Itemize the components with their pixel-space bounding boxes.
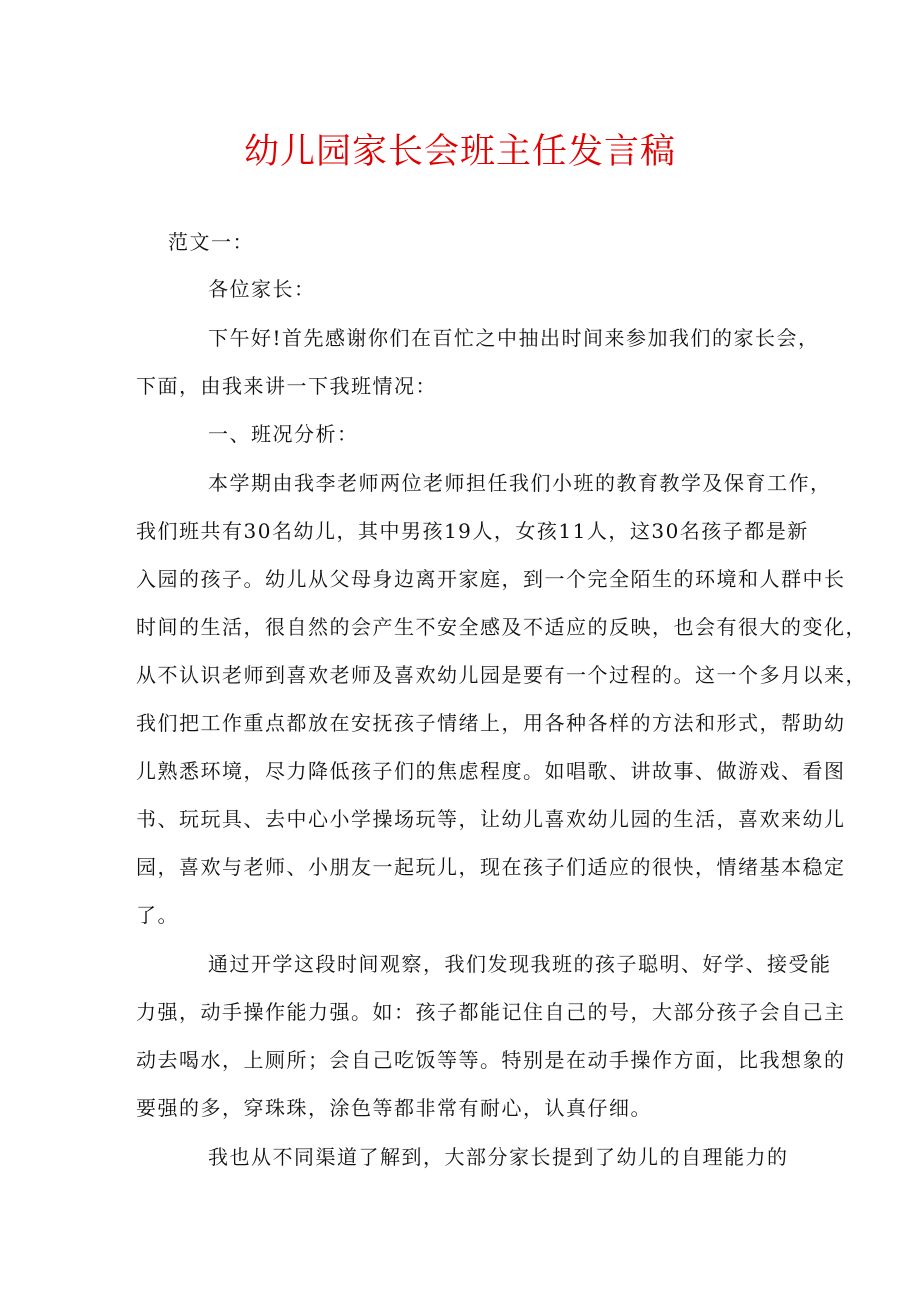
paragraph-line: 时间的生活，很自然的会产生不安全感及不适应的反映，也会有很大的变化，: [136, 615, 867, 639]
paragraph-line: 园，喜欢与老师、小朋友一起玩儿，现在孩子们适应的很快，情绪基本稳定: [136, 855, 846, 879]
paragraph-line: 本学期由我李老师两位老师担任我们小班的教育教学及保育工作，: [208, 471, 832, 495]
section-heading: 一、班况分析：: [208, 422, 359, 446]
paragraph-line: 要强的多，穿珠珠，涂色等都非常有耐心，认真仔细。: [136, 1096, 652, 1120]
paragraph-line: 儿熟悉环境，尽力降低孩子们的焦虑程度。如唱歌、讲故事、做游戏、看图: [136, 759, 846, 783]
intro-line: 下面，由我来讲一下我班情况：: [136, 374, 437, 398]
paragraph-line: 通过开学这段时间观察，我们发现我班的孩子聪明、好学、接受能: [208, 952, 832, 976]
paragraph-line: 动去喝水，上厕所；会自己吃饭等等。特别是在动手操作方面，比我想象的: [136, 1048, 846, 1072]
greeting: 各位家长：: [208, 277, 316, 301]
intro-line: 下午好!首先感谢你们在百忙之中抽出时间来参加我们的家长会，: [208, 326, 820, 350]
paragraph-line: 我们班共有30名幼儿，其中男孩19人，女孩11人，这30名孩子都是新: [136, 519, 809, 543]
paragraph-line: 书、玩玩具、去中心小学操场玩等，让幼儿喜欢幼儿园的生活，喜欢来幼儿: [136, 807, 846, 831]
paragraph-line: 了。: [136, 903, 179, 927]
paragraph-line: 从不认识老师到喜欢老师及喜欢幼儿园是要有一个过程的。这一个多月以来，: [136, 663, 867, 687]
section-label: 范文一：: [168, 230, 254, 254]
paragraph-line: 力强，动手操作能力强。如：孩子都能记住自己的号，大部分孩子会自己主: [136, 1000, 846, 1024]
paragraph-line: 我也从不同渠道了解到，大部分家长提到了幼儿的自理能力的: [208, 1145, 789, 1169]
paragraph-line: 入园的孩子。幼儿从父母身边离开家庭，到一个完全陌生的环境和人群中长: [136, 567, 846, 591]
paragraph-line: 我们把工作重点都放在安抚孩子情绪上，用各种各样的方法和形式，帮助幼: [136, 711, 846, 735]
document-title: 幼儿园家长会班主任发言稿: [243, 132, 676, 172]
